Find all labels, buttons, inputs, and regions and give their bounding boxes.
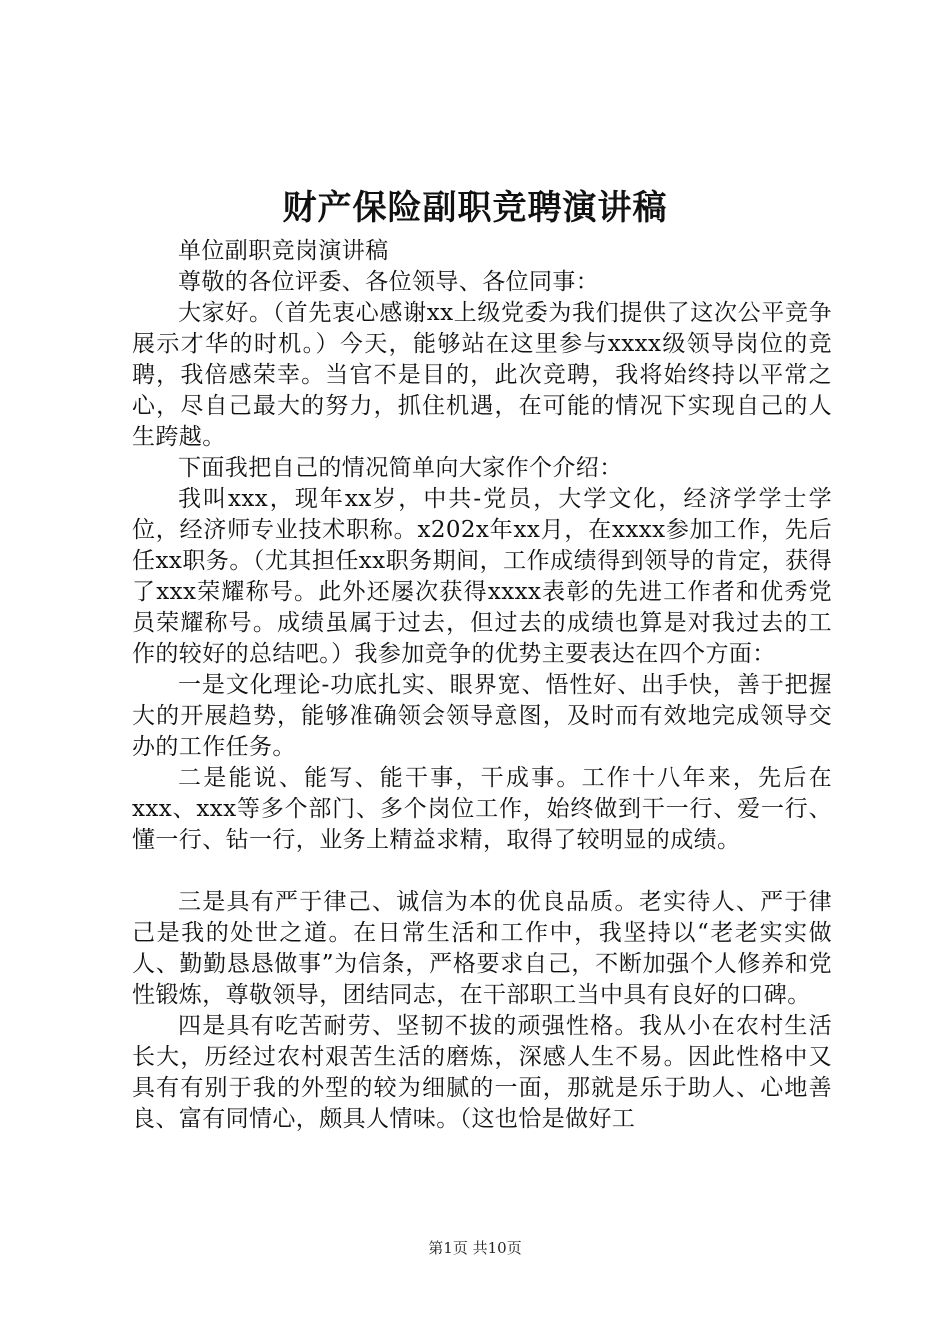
paragraph-advantage-two: 二是能说、能写、能干事，干成事。工作十八年来，先后在xxx、xxx等多个部门、多个岗位工作，始终做到干一行、爱一行、懂一行、钻一行，业务上精益求精，取得了较明显的成绩。	[132, 765, 832, 853]
paragraph-advantage-one: 一是文化理论-功底扎实、眼界宽、悟性好、出手快，善于把握大的开展趋势，能够准确领会领导意图，及时而有效地完成领导交办的工作任务。	[132, 672, 832, 760]
paragraph-subtitle: 单位副职竞岗演讲稿	[178, 238, 389, 264]
paragraph-self-introduction: 我叫xxx，现年xx岁，中共-党员，大学文化，经济学学士学位，经济师专业技术职称。x202x年xx月，在xxxx参加工作，先后任xx职务。（尤其担任xx职务期间，工作成绩得到领导的肯定，获得了xxx荣耀称号。此外还屡次获得xxxx表彰的先进工作者和优秀党员荣耀称号。成绩虽属于过去，但过去的成绩也算是对我过去的工作的较好的总结吧。）我参加竞争的优势主要表达在四个方面：	[132, 486, 832, 667]
paragraph-intro: 下面我把自己的情况简单向大家作个介绍：	[178, 455, 623, 481]
page-footer: 第1页 共10页	[428, 1239, 522, 1257]
paragraph-salutation: 尊敬的各位评委、各位领导、各位同事：	[178, 269, 600, 295]
document-body	[132, 236, 832, 1135]
paragraph-advantage-four: 四是具有吃苦耐劳、坚韧不拔的顽强性格。我从小在农村生活长大，历经过农村艰苦生活的磨炼，深感人生不易。因此性格中又具有有别于我的外型的较为细腻的一面，那就是乐于助人、心地善良、富有同情心，颇具人情味。（这也恰是做好工	[132, 1013, 832, 1132]
document-title: 财产保险副职竞聘演讲稿	[282, 188, 668, 228]
paragraph-advantage-three: 三是具有严于律己、诚信为本的优良品质。老实待人、严于律己是我的处世之道。在日常生活和工作中，我坚持以“老老实实做人、勤勤恳恳做事”为信条，严格要求自己，不断加强个人修养和党性锻炼，尊敬领导，团结同志，在干部职工当中具有良好的口碑。	[132, 889, 832, 1008]
paragraph-greeting: 大家好。（首先衷心感谢xx上级党委为我们提供了这次公平竞争展示才华的时机。）今天，能够站在这里参与xxxx级领导岗位的竞聘，我倍感荣幸。当官不是目的，此次竞聘，我将始终持以平常之心，尽自己最大的努力，抓住机遇，在可能的情况下实现自己的人生跨越。	[132, 300, 832, 450]
